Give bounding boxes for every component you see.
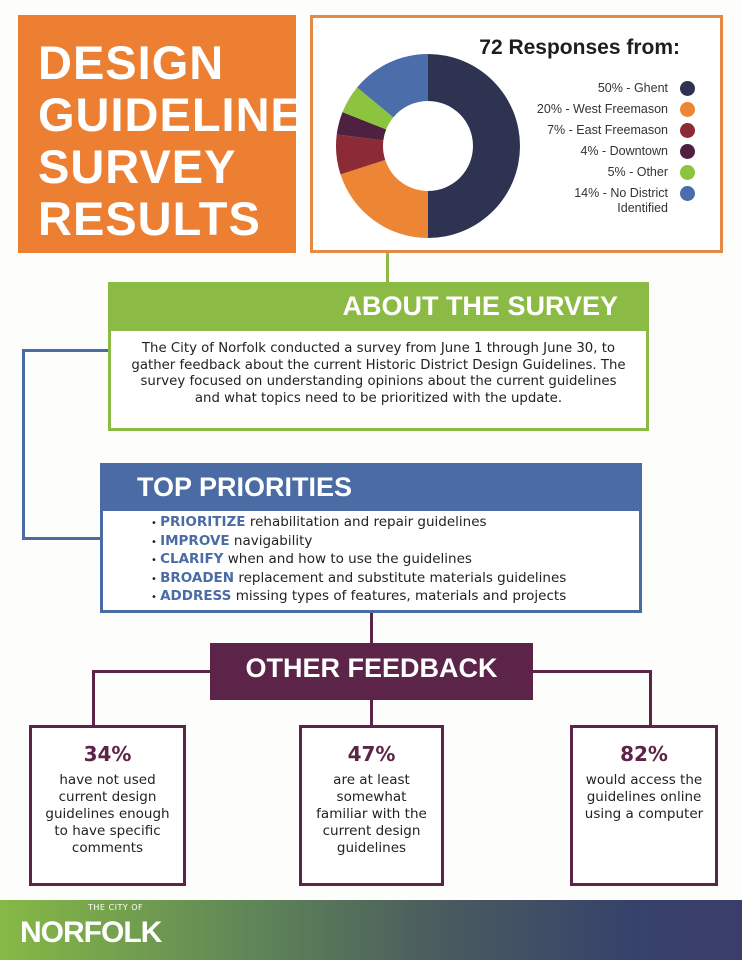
legend-label: 4% - Downtown [580,144,668,158]
stat-percent: 47% [347,742,396,766]
legend-label: 14% - No District Identified [574,186,668,215]
list-item [151,514,566,533]
connector-line [386,253,389,283]
stat-card [299,725,444,886]
priority-key: BROADEN [160,569,235,586]
legend-label: 7% - East Freemason [547,123,668,137]
stat-card [29,725,186,886]
priorities-section [100,463,642,613]
logo-tagline: THE CITY OF [88,903,144,912]
legend-swatch [680,102,695,117]
stat-description: are at least somewhat familiar with the current design guidelines [316,772,427,856]
connector-line [22,349,25,539]
legend-item [435,165,695,180]
priority-text: missing types of features, materials and projects [231,588,567,604]
connector-line [92,670,95,726]
chart-title: 72 Responses from: [479,36,680,59]
legend-item [435,81,695,96]
title-block [18,15,303,253]
chart-legend [435,81,695,222]
footer [0,900,742,960]
title-line: GUIDELINE [38,88,303,141]
stat-description: would access the guidelines online using a computer [584,772,704,822]
legend-label: 20% - West Freemason [536,102,668,116]
chart-panel [310,15,723,253]
legend-swatch [680,81,695,96]
legend-item [435,144,695,159]
legend-label: 50% - Ghent [597,81,668,95]
priority-text: navigability [229,532,313,549]
legend-swatch [680,144,695,159]
list-item [151,551,566,570]
legend-swatch [680,165,695,180]
about-heading: ABOUT THE SURVEY [111,285,646,331]
connector-line [22,349,110,352]
priority-key: IMPROVE [160,532,230,549]
priority-text: when and how to use the guidelines [223,551,472,567]
legend-swatch [680,186,695,201]
legend-item [435,123,695,138]
list-item [151,588,566,607]
legend-item [435,102,695,117]
about-section [108,282,649,431]
list-item [151,533,566,552]
connector-line [649,670,652,726]
priority-key: CLARIFY [160,551,224,567]
priorities-list [151,514,566,607]
title-line: RESULTS [38,192,261,245]
legend-label: 5% - Other [607,165,668,179]
other-feedback-heading: OTHER FEEDBACK [210,643,533,700]
stat-card [570,725,718,886]
title-line: SURVEY [38,140,237,193]
connector-line [22,537,102,540]
donut-slice-west-freemason [341,160,428,238]
about-text: The City of Norfolk conducted a survey from June 1 through June 30, to gather feedback about the current Historic District Design Guidelines. The survey focused on understanding opinions about the current guidelines and what topics need to be prioritized with the update. [131,341,626,406]
priorities-heading: TOP PRIORITIES [103,466,639,511]
legend-item [435,186,695,216]
list-item [151,570,566,589]
norfolk-logo: NORFOLK [20,916,162,949]
priority-key: PRIORITIZE [160,514,246,530]
priority-key: ADDRESS [160,588,232,604]
title-line: DESIGN [38,36,225,89]
legend-swatch [680,123,695,138]
priority-text: replacement and substitute materials guidelines [234,569,567,586]
connector-line [370,613,373,644]
stat-percent: 82% [620,742,668,766]
connector-line [370,700,373,726]
stat-percent: 34% [83,742,132,766]
stat-description: have not used current design guidelines enough to have specific comments [45,772,170,856]
priority-text: rehabilitation and repair guidelines [245,514,487,530]
